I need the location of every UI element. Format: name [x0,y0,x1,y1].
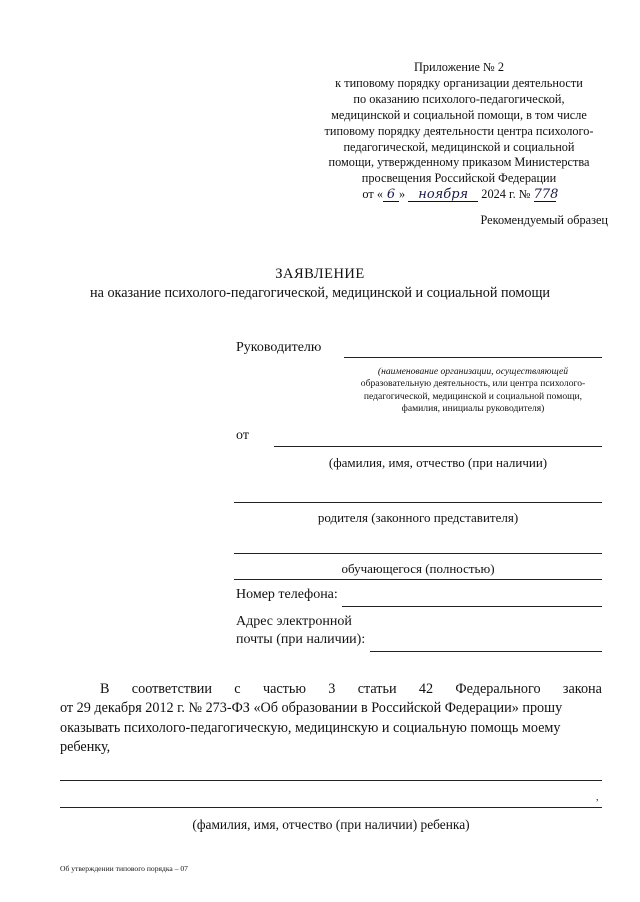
date-year: 2024 г. № [481,187,531,202]
to-head-note [344,366,602,416]
to-head-label: Руководителю [236,340,322,355]
note-line: фамилия, инициалы руководителя) [401,403,545,415]
header-line: по оказанию психолого-педагогической, [353,91,565,106]
word: 3 [328,681,336,697]
student-field-line[interactable] [234,553,602,554]
header-line: просвещения Российской Федерации [361,171,557,186]
child-caption: (фамилия, имя, отчество (при наличии) ребенка) [192,817,470,832]
child-field-line-2[interactable] [60,807,602,808]
header-line: помощи, утвержденному приказом Министерства [328,155,590,170]
word: с [234,681,241,697]
header-line: педагогической, медицинской и социальной [343,139,575,154]
parent-field-line[interactable] [234,502,602,503]
handwritten-day: 6 [383,188,399,202]
word: соответствии [131,681,212,697]
paragraph-line: от 29 декабря 2012 г. № 273-ФЗ «Об образовании в Российской Федерации» прошу [60,700,563,717]
note-line: педагогической, медицинской и социальной помощи, [363,390,583,402]
appendix-header [300,60,618,203]
date-mid: » [398,187,406,202]
from-field-line[interactable] [274,446,602,447]
phone-label: Номер телефона: [236,587,338,602]
header-line: медицинской и социальной помощи, в том числе [331,107,587,122]
word: частью [262,681,306,697]
document-subtitle: на оказание психолого-педагогической, медицинской и социальной помощи [90,285,550,301]
header-date-line [300,187,618,203]
email-label-line2: почты (при наличии): [236,632,366,647]
paragraph-first-line [60,680,602,699]
recommended-sample-label: Рекомендуемый образец [480,213,608,227]
note-line: образовательную деятельность, или центра психолого- [360,378,586,390]
to-head-field-line[interactable] [344,357,602,358]
word: закона [562,681,602,697]
word: В [100,681,110,697]
student-caption: обучающегося (полностью) [341,561,495,576]
date-prefix: от « [362,187,383,202]
word: 42 [418,681,434,697]
note-line: (наименование организации, осуществляющей [377,366,569,377]
phone-field-line[interactable] [342,606,602,607]
paragraph-line: оказывать психолого-педагогическую, медицинскую и социальную помощь моему [60,719,561,736]
header-line: Приложение № 2 [413,60,505,74]
handwritten-month: ноября [408,188,478,202]
word: Федерального [455,681,541,697]
request-paragraph [60,680,602,757]
student-underline [234,579,602,580]
child-field-comma: , [596,792,599,803]
handwritten-order-number: 778 [533,187,559,203]
from-label: от [236,428,249,443]
document-title: ЗАЯВЛЕНИЕ [275,266,365,282]
child-field-line-1[interactable] [60,780,602,781]
header-line: к типовому порядку организации деятельности [335,75,583,90]
footer-note: Об утверждении типового порядка – 07 [60,864,188,873]
word: статьи [357,681,397,697]
from-caption: (фамилия, имя, отчество (при наличии) [328,455,548,470]
header-line: типовому порядку деятельности центра психолого- [324,123,594,138]
email-label-line1: Адрес электронной [236,614,352,629]
email-field-line[interactable] [370,651,602,652]
parent-caption: родителя (законного представителя) [317,510,519,525]
paragraph-line: ребенку, [60,738,111,755]
